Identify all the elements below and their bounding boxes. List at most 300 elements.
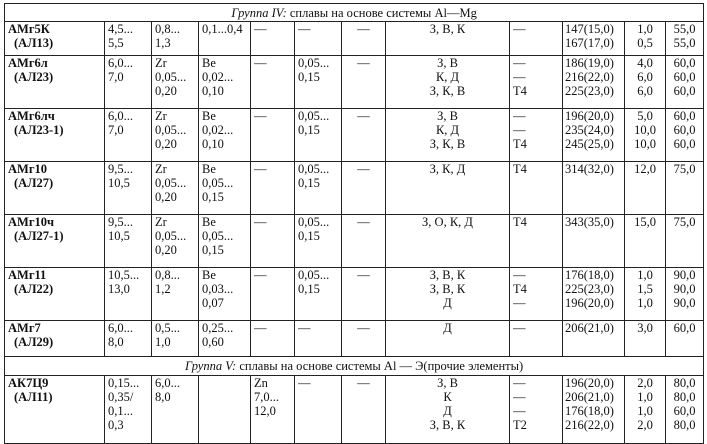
table-cell — [510, 56, 563, 109]
cell-line: 0,05... — [298, 268, 330, 282]
cell-line: АК7Ц9 — [8, 376, 49, 390]
cell-line: 0,60 — [202, 335, 224, 349]
cell-line: 0,05... — [155, 70, 187, 84]
cell-line: 1,0 — [637, 268, 653, 282]
table-cell — [342, 56, 386, 109]
cell-line: (АЛ29) — [14, 335, 54, 349]
cell-line: 60,0 — [673, 404, 696, 418]
cell-line: 90,0 — [673, 282, 696, 296]
cell-line: К, Д — [435, 123, 460, 137]
cell-line: — — [298, 376, 311, 390]
cell-line: (АЛ22) — [14, 282, 54, 296]
cell-line: 1,0 — [637, 22, 653, 36]
cell-line: Т2 — [513, 418, 527, 432]
table-cell — [386, 109, 510, 162]
group-title-label: Группа IV: — [231, 5, 287, 20]
cell-line: 0,15 — [202, 190, 224, 204]
table-cell — [666, 56, 704, 109]
cell-line: 6,0... — [155, 376, 180, 390]
table-cell — [152, 109, 199, 162]
table-cell — [563, 215, 625, 268]
cell-line: 1,0 — [637, 296, 653, 310]
document-page — [4, 3, 703, 439]
cell-line: 0,05... — [202, 176, 234, 190]
table-cell — [152, 56, 199, 109]
table-cell — [625, 321, 666, 357]
table-cell — [386, 22, 510, 56]
cell-line: (АЛ27) — [14, 176, 54, 190]
cell-line: Be — [202, 109, 216, 123]
cell-line: 0,15 — [298, 282, 320, 296]
cell-line: 0,07 — [202, 296, 224, 310]
cell-line: (АЛ23-1) — [14, 123, 64, 137]
cell-line: 0,15 — [298, 123, 320, 137]
cell-line: — — [357, 268, 370, 282]
table-cell — [386, 268, 510, 321]
table-cell — [152, 215, 199, 268]
table-cell — [386, 376, 510, 444]
cell-line: 6,0... — [108, 321, 133, 335]
cell-line: З, В — [437, 376, 458, 390]
cell-line: 0,15 — [202, 243, 224, 257]
cell-line: 0,3 — [108, 418, 124, 432]
table-cell — [199, 321, 251, 357]
table-cell — [295, 22, 342, 56]
cell-line: Be — [202, 162, 216, 176]
cell-line: 9,5... — [108, 215, 133, 229]
cell-line: (АЛ27-1) — [14, 229, 64, 243]
cell-line: — — [254, 321, 267, 335]
cell-line: 75,0 — [673, 215, 696, 229]
cell-line: АМг10ч — [8, 215, 55, 229]
cell-line: 206(21,0) — [565, 390, 614, 404]
cell-line: 196(20,0) — [565, 296, 614, 310]
table-cell — [510, 268, 563, 321]
table-row — [5, 321, 704, 357]
cell-line: З, К, В — [429, 84, 466, 98]
table-cell — [386, 56, 510, 109]
cell-line: 245(25,0) — [565, 137, 614, 151]
cell-line: 0,25... — [202, 321, 234, 335]
cell-line: 75,0 — [673, 162, 696, 176]
cell-line: Д — [443, 296, 452, 310]
cell-line: 9,5... — [108, 162, 133, 176]
cell-line: Т4 — [513, 215, 527, 229]
cell-line: 216(22,0) — [565, 70, 614, 84]
cell-line: Be — [202, 56, 216, 70]
cell-line: — — [513, 123, 526, 137]
cell-line: 1,5 — [637, 282, 653, 296]
cell-line: 206(21,0) — [565, 321, 614, 335]
table-cell — [342, 109, 386, 162]
cell-line: З, В, К — [429, 268, 466, 282]
cell-line: — — [513, 56, 526, 70]
cell-line: — — [513, 70, 526, 84]
table-cell — [563, 268, 625, 321]
cell-line: 0,5... — [155, 321, 180, 335]
group-header-row — [5, 357, 704, 376]
cell-line: 80,0 — [673, 376, 696, 390]
cell-line: 216(22,0) — [565, 418, 614, 432]
cell-line: — — [254, 268, 267, 282]
table-cell — [295, 376, 342, 444]
cell-line: З, В — [437, 109, 458, 123]
table-cell — [295, 321, 342, 357]
cell-line: К — [443, 390, 452, 404]
cell-line: Be — [202, 215, 216, 229]
table-cell — [105, 321, 152, 357]
cell-line: 6,0 — [637, 70, 653, 84]
cell-line: АМг11 — [8, 268, 47, 282]
table-cell — [105, 215, 152, 268]
cell-line: 2,0 — [637, 376, 653, 390]
cell-line: Т4 — [513, 84, 527, 98]
cell-line: З, К, Д — [429, 162, 466, 176]
table-cell — [386, 215, 510, 268]
table-cell — [199, 22, 251, 56]
table-cell — [666, 215, 704, 268]
cell-line: 55,0 — [673, 22, 696, 36]
table-cell — [510, 321, 563, 357]
table-cell — [563, 321, 625, 357]
table-cell — [199, 109, 251, 162]
cell-line: 0,10 — [202, 84, 224, 98]
cell-line: — — [513, 296, 526, 310]
table-cell — [5, 56, 105, 109]
cell-line: — — [513, 109, 526, 123]
cell-line: — — [357, 109, 370, 123]
cell-line: — — [513, 390, 526, 404]
cell-line: 0,05... — [298, 56, 330, 70]
table-row — [5, 268, 704, 321]
cell-line: 0,35/ — [108, 390, 134, 404]
cell-line: 3,0 — [637, 321, 653, 335]
cell-line: 0,05... — [298, 162, 330, 176]
cell-line: 1,0 — [637, 404, 653, 418]
table-cell — [199, 56, 251, 109]
table-cell — [251, 109, 295, 162]
cell-line: 55,0 — [673, 36, 696, 50]
table-cell — [625, 268, 666, 321]
cell-line: 0,05... — [298, 109, 330, 123]
cell-line: Zn — [254, 376, 268, 390]
cell-line: 0,20 — [155, 190, 177, 204]
cell-line: З, В, К — [429, 418, 466, 432]
cell-line: — — [254, 109, 267, 123]
table-cell — [666, 321, 704, 357]
cell-line: 60,0 — [673, 123, 696, 137]
cell-line: Д — [443, 321, 452, 335]
table-cell — [563, 22, 625, 56]
cell-line: Т4 — [513, 282, 527, 296]
cell-line: 0,05... — [155, 229, 187, 243]
cell-line: 0,20 — [155, 243, 177, 257]
cell-line: 60,0 — [673, 56, 696, 70]
cell-line: 0,8... — [155, 22, 180, 36]
table-cell — [5, 215, 105, 268]
cell-line: 1,2 — [155, 282, 171, 296]
cell-line: — — [513, 22, 526, 36]
table-cell — [563, 56, 625, 109]
cell-line: (АЛ11) — [14, 390, 53, 404]
alloy-properties-table — [4, 3, 704, 444]
cell-line: 60,0 — [673, 70, 696, 84]
table-cell — [342, 321, 386, 357]
cell-line: 8,0 — [108, 335, 124, 349]
cell-line: 13,0 — [108, 282, 130, 296]
cell-line: 7,0 — [108, 70, 124, 84]
cell-line: — — [298, 321, 311, 335]
table-cell — [386, 321, 510, 357]
cell-line: 167(17,0) — [565, 36, 614, 50]
cell-line: 90,0 — [673, 268, 696, 282]
cell-line: 176(18,0) — [565, 404, 614, 418]
table-cell — [625, 56, 666, 109]
cell-line: З, В, К — [429, 22, 466, 36]
cell-line: 5,5 — [108, 36, 124, 50]
cell-line: 0,05... — [202, 229, 234, 243]
cell-line: 0,8... — [155, 268, 180, 282]
table-cell — [152, 376, 199, 444]
table-cell — [295, 162, 342, 215]
cell-line: Zr — [155, 215, 167, 229]
cell-line: 1,0 — [155, 335, 171, 349]
table-cell — [295, 109, 342, 162]
table-cell — [342, 215, 386, 268]
cell-line: — — [298, 22, 311, 36]
table-cell — [342, 268, 386, 321]
cell-line: АМг10 — [8, 162, 48, 176]
cell-line: 0,15... — [108, 376, 140, 390]
group-title — [5, 4, 704, 22]
cell-line: З, В — [437, 56, 458, 70]
table-cell — [666, 22, 704, 56]
cell-line: 196(20,0) — [565, 109, 614, 123]
table-row — [5, 22, 704, 56]
table-cell — [510, 376, 563, 444]
cell-line: АМг6л — [8, 56, 48, 70]
cell-line: — — [357, 56, 370, 70]
table-row — [5, 162, 704, 215]
cell-line: — — [513, 268, 526, 282]
table-cell — [666, 268, 704, 321]
table-cell — [625, 376, 666, 444]
group-title — [5, 357, 704, 376]
cell-line: 0,05... — [155, 176, 187, 190]
table-cell — [510, 109, 563, 162]
cell-line: 0,15 — [298, 70, 320, 84]
table-cell — [251, 162, 295, 215]
cell-line: 10,0 — [634, 137, 656, 151]
cell-line: Zr — [155, 56, 167, 70]
cell-line: 80,0 — [673, 418, 696, 432]
cell-line: 0,15 — [298, 176, 320, 190]
cell-line: 225(23,0) — [565, 282, 614, 296]
cell-line: 12,0 — [634, 162, 656, 176]
table-cell — [563, 162, 625, 215]
cell-line: 10,0 — [634, 123, 656, 137]
table-cell — [199, 376, 251, 444]
table-cell — [625, 162, 666, 215]
table-cell — [152, 268, 199, 321]
cell-line: 80,0 — [673, 390, 696, 404]
cell-line: 0,05... — [155, 123, 187, 137]
cell-line: — — [513, 376, 526, 390]
cell-line: АМг7 — [8, 321, 41, 335]
cell-line: 176(18,0) — [565, 268, 614, 282]
table-cell — [105, 56, 152, 109]
table-cell — [386, 162, 510, 215]
cell-line: З, К, В — [429, 137, 466, 151]
table-cell — [625, 22, 666, 56]
table-cell — [342, 22, 386, 56]
cell-line: — — [254, 56, 267, 70]
cell-line: 6,0... — [108, 56, 133, 70]
cell-line: Д — [443, 404, 452, 418]
cell-line: 10,5 — [108, 229, 130, 243]
table-cell — [563, 109, 625, 162]
cell-line: 60,0 — [673, 137, 696, 151]
table-cell — [5, 162, 105, 215]
cell-line: 1,0 — [637, 390, 653, 404]
cell-line: 0,02... — [202, 70, 234, 84]
cell-line: — — [513, 321, 526, 335]
cell-line: 343(35,0) — [565, 215, 614, 229]
cell-line: — — [357, 376, 370, 390]
table-cell — [5, 321, 105, 357]
table-cell — [199, 268, 251, 321]
table-cell — [251, 321, 295, 357]
table-cell — [510, 22, 563, 56]
table-cell — [666, 109, 704, 162]
table-cell — [152, 321, 199, 357]
table-cell — [105, 268, 152, 321]
cell-line: 7,0... — [254, 390, 279, 404]
table-cell — [625, 109, 666, 162]
table-row — [5, 376, 704, 444]
table-cell — [105, 109, 152, 162]
cell-line: З, О, К, Д — [422, 215, 473, 229]
table-row — [5, 56, 704, 109]
table-cell — [152, 22, 199, 56]
table-cell — [199, 215, 251, 268]
table-cell — [5, 109, 105, 162]
cell-line: 235(24,0) — [565, 123, 614, 137]
cell-line: АМг5К — [8, 22, 50, 36]
cell-line: 10,5 — [108, 176, 130, 190]
cell-line: 8,0 — [155, 390, 171, 404]
table-cell — [295, 268, 342, 321]
cell-line: 60,0 — [673, 321, 696, 335]
cell-line: — — [513, 404, 526, 418]
table-cell — [199, 162, 251, 215]
table-cell — [295, 56, 342, 109]
cell-line: К, Д — [435, 70, 460, 84]
cell-line: 5,0 — [637, 109, 653, 123]
cell-line: АМг6лч — [8, 109, 55, 123]
cell-line: 10,5... — [108, 268, 140, 282]
table-cell — [5, 376, 105, 444]
cell-line: 90,0 — [673, 296, 696, 310]
table-cell — [105, 22, 152, 56]
cell-line: 0,20 — [155, 84, 177, 98]
cell-line: 4,0 — [637, 56, 653, 70]
table-cell — [251, 268, 295, 321]
table-cell — [5, 22, 105, 56]
group-title-label: Группа V: — [184, 359, 237, 373]
cell-line: Т4 — [513, 162, 527, 176]
cell-line: — — [357, 162, 370, 176]
table-cell — [563, 376, 625, 444]
cell-line: — — [254, 162, 267, 176]
cell-line: 0,05... — [298, 215, 330, 229]
cell-line: Be — [202, 268, 216, 282]
cell-line: 0,1...0,4 — [202, 22, 243, 36]
cell-line: 147(15,0) — [565, 22, 614, 36]
table-cell — [295, 215, 342, 268]
cell-line: 0,15 — [298, 229, 320, 243]
cell-line: 0,10 — [202, 137, 224, 151]
table-cell — [625, 215, 666, 268]
cell-line: — — [254, 22, 267, 36]
table-cell — [251, 376, 295, 444]
table-cell — [251, 56, 295, 109]
table-cell — [342, 162, 386, 215]
cell-line: — — [254, 215, 267, 229]
cell-line: 0,1... — [108, 404, 133, 418]
table-cell — [510, 162, 563, 215]
table-row — [5, 109, 704, 162]
cell-line: 60,0 — [673, 84, 696, 98]
cell-line: 0,03... — [202, 282, 234, 296]
cell-line: 60,0 — [673, 109, 696, 123]
table-cell — [105, 162, 152, 215]
cell-line: — — [357, 321, 370, 335]
cell-line: 15,0 — [634, 215, 656, 229]
table-cell — [152, 162, 199, 215]
table-cell — [5, 268, 105, 321]
group-title-text: сплавы на основе системы Al — Э(прочие элементы) — [236, 359, 524, 373]
cell-line: 196(20,0) — [565, 376, 614, 390]
cell-line: 0,02... — [202, 123, 234, 137]
table-cell — [666, 162, 704, 215]
cell-line: 6,0 — [637, 84, 653, 98]
cell-line: Zr — [155, 162, 167, 176]
cell-line: З, В, К — [429, 282, 466, 296]
cell-line: 186(19,0) — [565, 56, 614, 70]
group-title-text: сплавы на основе системы Al—Mg — [286, 5, 477, 20]
cell-line: 4,5... — [108, 22, 133, 36]
cell-line: (АЛ13) — [14, 36, 54, 50]
cell-line: — — [357, 22, 370, 36]
table-cell — [510, 215, 563, 268]
cell-line: (АЛ23) — [14, 70, 54, 84]
cell-line: 0,20 — [155, 137, 177, 151]
cell-line: 1,3 — [155, 36, 171, 50]
cell-line: 225(23,0) — [565, 84, 614, 98]
cell-line: 7,0 — [108, 123, 124, 137]
group-header-row — [5, 4, 704, 22]
cell-line: 12,0 — [254, 404, 276, 418]
cell-line: 6,0... — [108, 109, 133, 123]
table-cell — [342, 376, 386, 444]
table-cell — [105, 376, 152, 444]
cell-line: Т4 — [513, 137, 527, 151]
cell-line: Zr — [155, 109, 167, 123]
table-row — [5, 215, 704, 268]
table-cell — [251, 22, 295, 56]
cell-line: 0,5 — [637, 36, 653, 50]
